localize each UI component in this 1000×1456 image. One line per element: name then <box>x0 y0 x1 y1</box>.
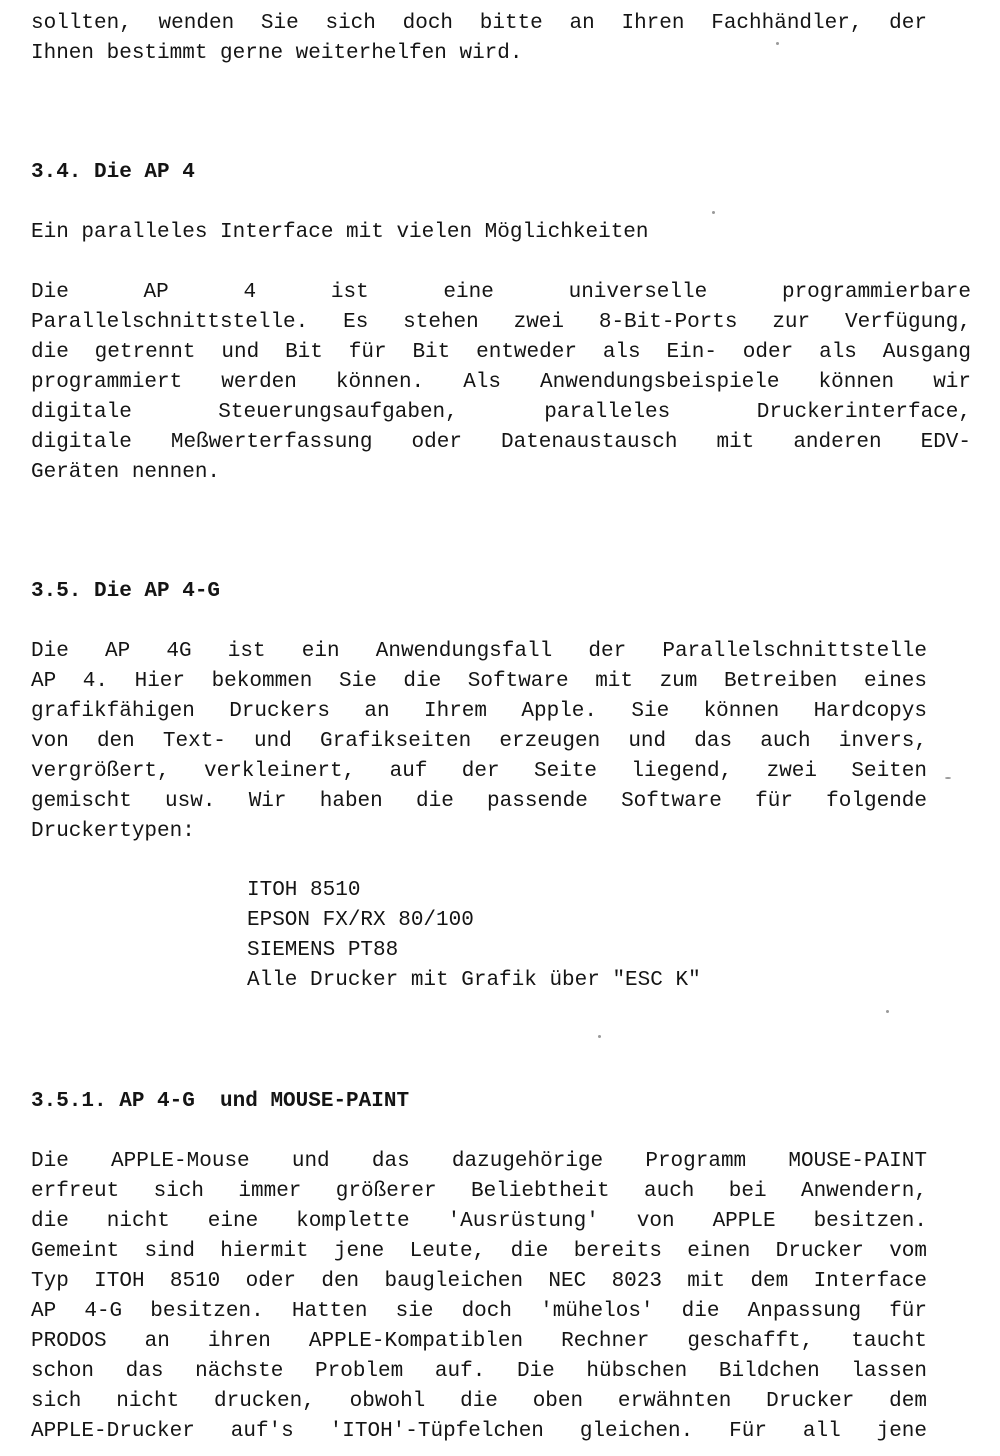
scan-speck <box>598 1035 601 1038</box>
scan-speck <box>776 42 779 45</box>
body-line: gemischt usw. Wir haben die passende Software für folgende <box>31 790 927 813</box>
body-line: Druckertypen: <box>31 820 195 843</box>
scan-speck <box>886 1010 889 1013</box>
scan-speck <box>945 777 951 779</box>
body-line: Die AP 4 ist eine universelle programmierbare <box>31 281 971 304</box>
body-line: die nicht eine komplette 'Ausrüstung' von APPLE besitzen. <box>31 1210 927 1233</box>
body-line: Gemeint sind hiermit jene Leute, die bereits einen Drucker vom <box>31 1240 927 1263</box>
section-heading-3-5: 3.5. Die AP 4-G <box>31 580 221 603</box>
printer-list-item: Alle Drucker mit Grafik über "ESC K" <box>247 969 701 992</box>
body-line: Geräten nennen. <box>31 461 221 484</box>
body-line: sich nicht drucken, obwohl die oben erwähnten Drucker dem <box>31 1390 927 1413</box>
body-line: die getrennt und Bit für Bit entweder als Ein- oder als Ausgang <box>31 341 971 364</box>
body-line: Parallelschnittstelle. Es stehen zwei 8-Bit-Ports zur Verfügung, <box>31 311 971 334</box>
body-line: Die APPLE-Mouse und das dazugehörige Programm MOUSE-PAINT <box>31 1150 927 1173</box>
body-line: APPLE-Drucker auf's 'ITOH'-Tüpfelchen gleichen. Für all jene <box>31 1420 927 1443</box>
body-line: Die AP 4G ist ein Anwendungsfall der Parallelschnittstelle <box>31 640 927 663</box>
body-line: programmiert werden können. Als Anwendungsbeispiele können wir <box>31 371 971 394</box>
body-line: digitale Steuerungsaufgaben, paralleles Druckerinterface, <box>31 401 971 424</box>
section-heading-3-4: 3.4. Die AP 4 <box>31 161 195 184</box>
body-line: Typ ITOH 8510 oder den baugleichen NEC 8023 mit dem Interface <box>31 1270 927 1293</box>
body-line: vergrößert, verkleinert, auf der Seite liegend, zwei Seiten <box>31 760 927 783</box>
section-subtitle: Ein paralleles Interface mit vielen Möglichkeiten <box>31 221 649 244</box>
body-line: AP 4. Hier bekommen Sie die Software mit zum Betreiben eines <box>31 670 927 693</box>
scan-speck <box>712 211 715 214</box>
body-line: AP 4-G besitzen. Hatten sie doch 'mühelos' die Anpassung für <box>31 1300 927 1323</box>
body-line: schon das nächste Problem auf. Die hübschen Bildchen lassen <box>31 1360 927 1383</box>
body-line: Ihnen bestimmt gerne weiterhelfen wird. <box>31 42 523 65</box>
section-heading-3-5-1: 3.5.1. AP 4-G und MOUSE-PAINT <box>31 1090 410 1113</box>
printer-list-item: SIEMENS PT88 <box>247 939 399 962</box>
body-line: PRODOS an ihren APPLE-Kompatiblen Rechner geschafft, taucht <box>31 1330 927 1353</box>
body-line: grafikfähigen Druckers an Ihrem Apple. Sie können Hardcopys <box>31 700 927 723</box>
printer-list-item: ITOH 8510 <box>247 879 361 902</box>
body-line: digitale Meßwerterfassung oder Datenaustausch mit anderen EDV- <box>31 431 971 454</box>
body-line: von den Text- und Grafikseiten erzeugen und das auch invers, <box>31 730 927 753</box>
printer-list-item: EPSON FX/RX 80/100 <box>247 909 474 932</box>
body-line: erfreut sich immer größerer Beliebtheit auch bei Anwendern, <box>31 1180 927 1203</box>
body-line: sollten, wenden Sie sich doch bitte an Ihren Fachhändler, der <box>31 12 927 35</box>
